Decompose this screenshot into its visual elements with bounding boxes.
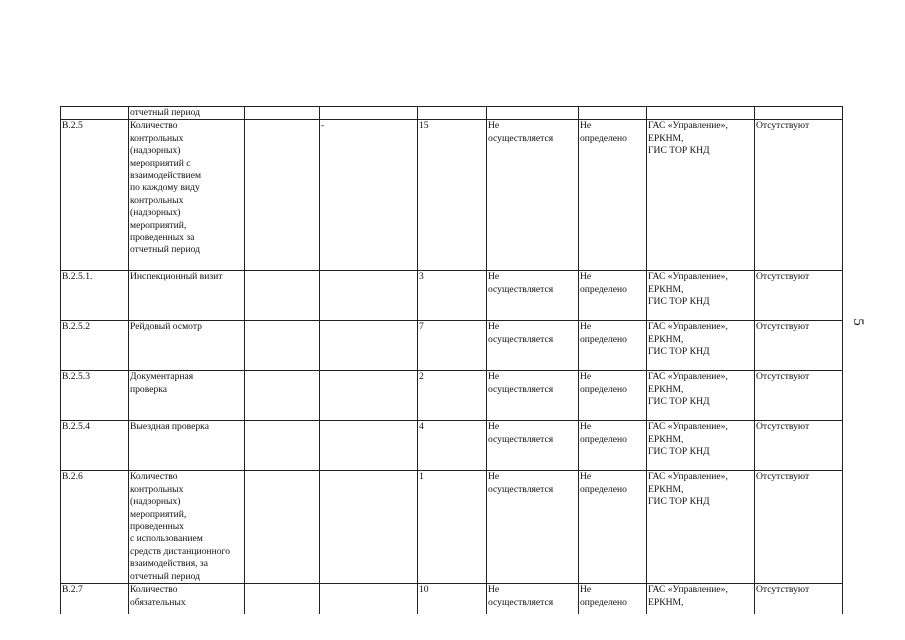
cell-status: Не осуществляется — [487, 584, 579, 615]
cell-determination — [579, 107, 647, 120]
cell-indicator: Рейдовый осмотр — [129, 321, 245, 371]
cell-empty — [320, 421, 418, 471]
cell-determination: Не определено — [579, 120, 647, 271]
cell-dash: - — [320, 120, 418, 271]
indicators-table — [60, 106, 843, 614]
cell-empty — [245, 271, 320, 321]
cell-note: Отсутствуют — [755, 371, 843, 421]
cell-empty — [320, 584, 418, 615]
cell-note: Отсутствуют — [755, 120, 843, 271]
cell-indicator: Количество контрольных (надзорных) мероприятий, проведенных с использованием средств дистанционного взаимодействия, за отчетный период — [129, 471, 245, 584]
cell-indicator: Количество обязательных — [129, 584, 245, 615]
cell-code — [61, 107, 129, 120]
cell-empty — [320, 371, 418, 421]
cell-determination: Не определено — [579, 584, 647, 615]
cell-value: 10 — [418, 584, 487, 615]
cell-value: 15 — [418, 120, 487, 271]
cell-code: В.2.6 — [61, 471, 129, 584]
cell-note: Отсутствуют — [755, 271, 843, 321]
cell-empty — [245, 421, 320, 471]
cell-indicator: Документарная проверка — [129, 371, 245, 421]
cell-status: Не осуществляется — [487, 471, 579, 584]
cell-indicator: Количество контрольных (надзорных) мероприятий с взаимодействием по каждому виду контрольных (надзорных) мероприятий, проведенных за отчетный период — [129, 120, 245, 271]
cell-note: Отсутствуют — [755, 321, 843, 371]
cell-source: ГАС «Управление», ЕРКНМ, ГИС ТОР КНД — [647, 371, 755, 421]
cell-status: Не осуществляется — [487, 120, 579, 271]
cell-empty — [320, 271, 418, 321]
cell-source: ГАС «Управление», ЕРКНМ, — [647, 584, 755, 615]
cell-source: ГАС «Управление», ЕРКНМ, ГИС ТОР КНД — [647, 120, 755, 271]
cell-note: Отсутствуют — [755, 471, 843, 584]
cell-source: ГАС «Управление», ЕРКНМ, ГИС ТОР КНД — [647, 271, 755, 321]
cell-empty — [245, 371, 320, 421]
cell-empty — [245, 107, 320, 120]
cell-status — [487, 107, 579, 120]
cell-status: Не осуществляется — [487, 271, 579, 321]
cell-determination: Не определено — [579, 421, 647, 471]
cell-value: 7 — [418, 321, 487, 371]
table-row — [61, 471, 843, 584]
cell-status: Не осуществляется — [487, 421, 579, 471]
cell-code: В.2.5.2 — [61, 321, 129, 371]
table-row — [61, 107, 843, 120]
cell-code: В.2.5.4 — [61, 421, 129, 471]
cell-empty — [245, 471, 320, 584]
cell-indicator: отчетный период — [129, 107, 245, 120]
cell-source: ГАС «Управление», ЕРКНМ, ГИС ТОР КНД — [647, 321, 755, 371]
cell-value: 1 — [418, 471, 487, 584]
cell-code: В.2.7 — [61, 584, 129, 615]
cell-empty — [245, 584, 320, 615]
cell-empty — [245, 120, 320, 271]
table-row — [61, 584, 843, 615]
table-row — [61, 120, 843, 271]
cell-value: 2 — [418, 371, 487, 421]
cell-empty — [320, 321, 418, 371]
page-number: 5 — [850, 318, 866, 326]
cell-determination: Не определено — [579, 271, 647, 321]
cell-source: ГАС «Управление», ЕРКНМ, ГИС ТОР КНД — [647, 421, 755, 471]
cell-determination: Не определено — [579, 321, 647, 371]
cell-status: Не осуществляется — [487, 371, 579, 421]
cell-determination: Не определено — [579, 371, 647, 421]
cell-code: В.2.5.3 — [61, 371, 129, 421]
cell-indicator: Инспекционный визит — [129, 271, 245, 321]
cell-value: 4 — [418, 421, 487, 471]
cell-value: 3 — [418, 271, 487, 321]
cell-note: Отсутствуют — [755, 584, 843, 615]
cell-source — [647, 107, 755, 120]
table-row — [61, 371, 843, 421]
cell-code: В.2.5.1. — [61, 271, 129, 321]
cell-indicator: Выездная проверка — [129, 421, 245, 471]
table-row — [61, 271, 843, 321]
cell-value — [418, 107, 487, 120]
cell-status: Не осуществляется — [487, 321, 579, 371]
cell-empty — [245, 321, 320, 371]
cell-determination: Не определено — [579, 471, 647, 584]
cell-source: ГАС «Управление», ЕРКНМ, ГИС ТОР КНД — [647, 471, 755, 584]
table-row — [61, 421, 843, 471]
cell-note: Отсутствуют — [755, 421, 843, 471]
cell-note — [755, 107, 843, 120]
cell-code: В.2.5 — [61, 120, 129, 271]
cell-empty — [320, 107, 418, 120]
table-row — [61, 321, 843, 371]
cell-empty — [320, 471, 418, 584]
